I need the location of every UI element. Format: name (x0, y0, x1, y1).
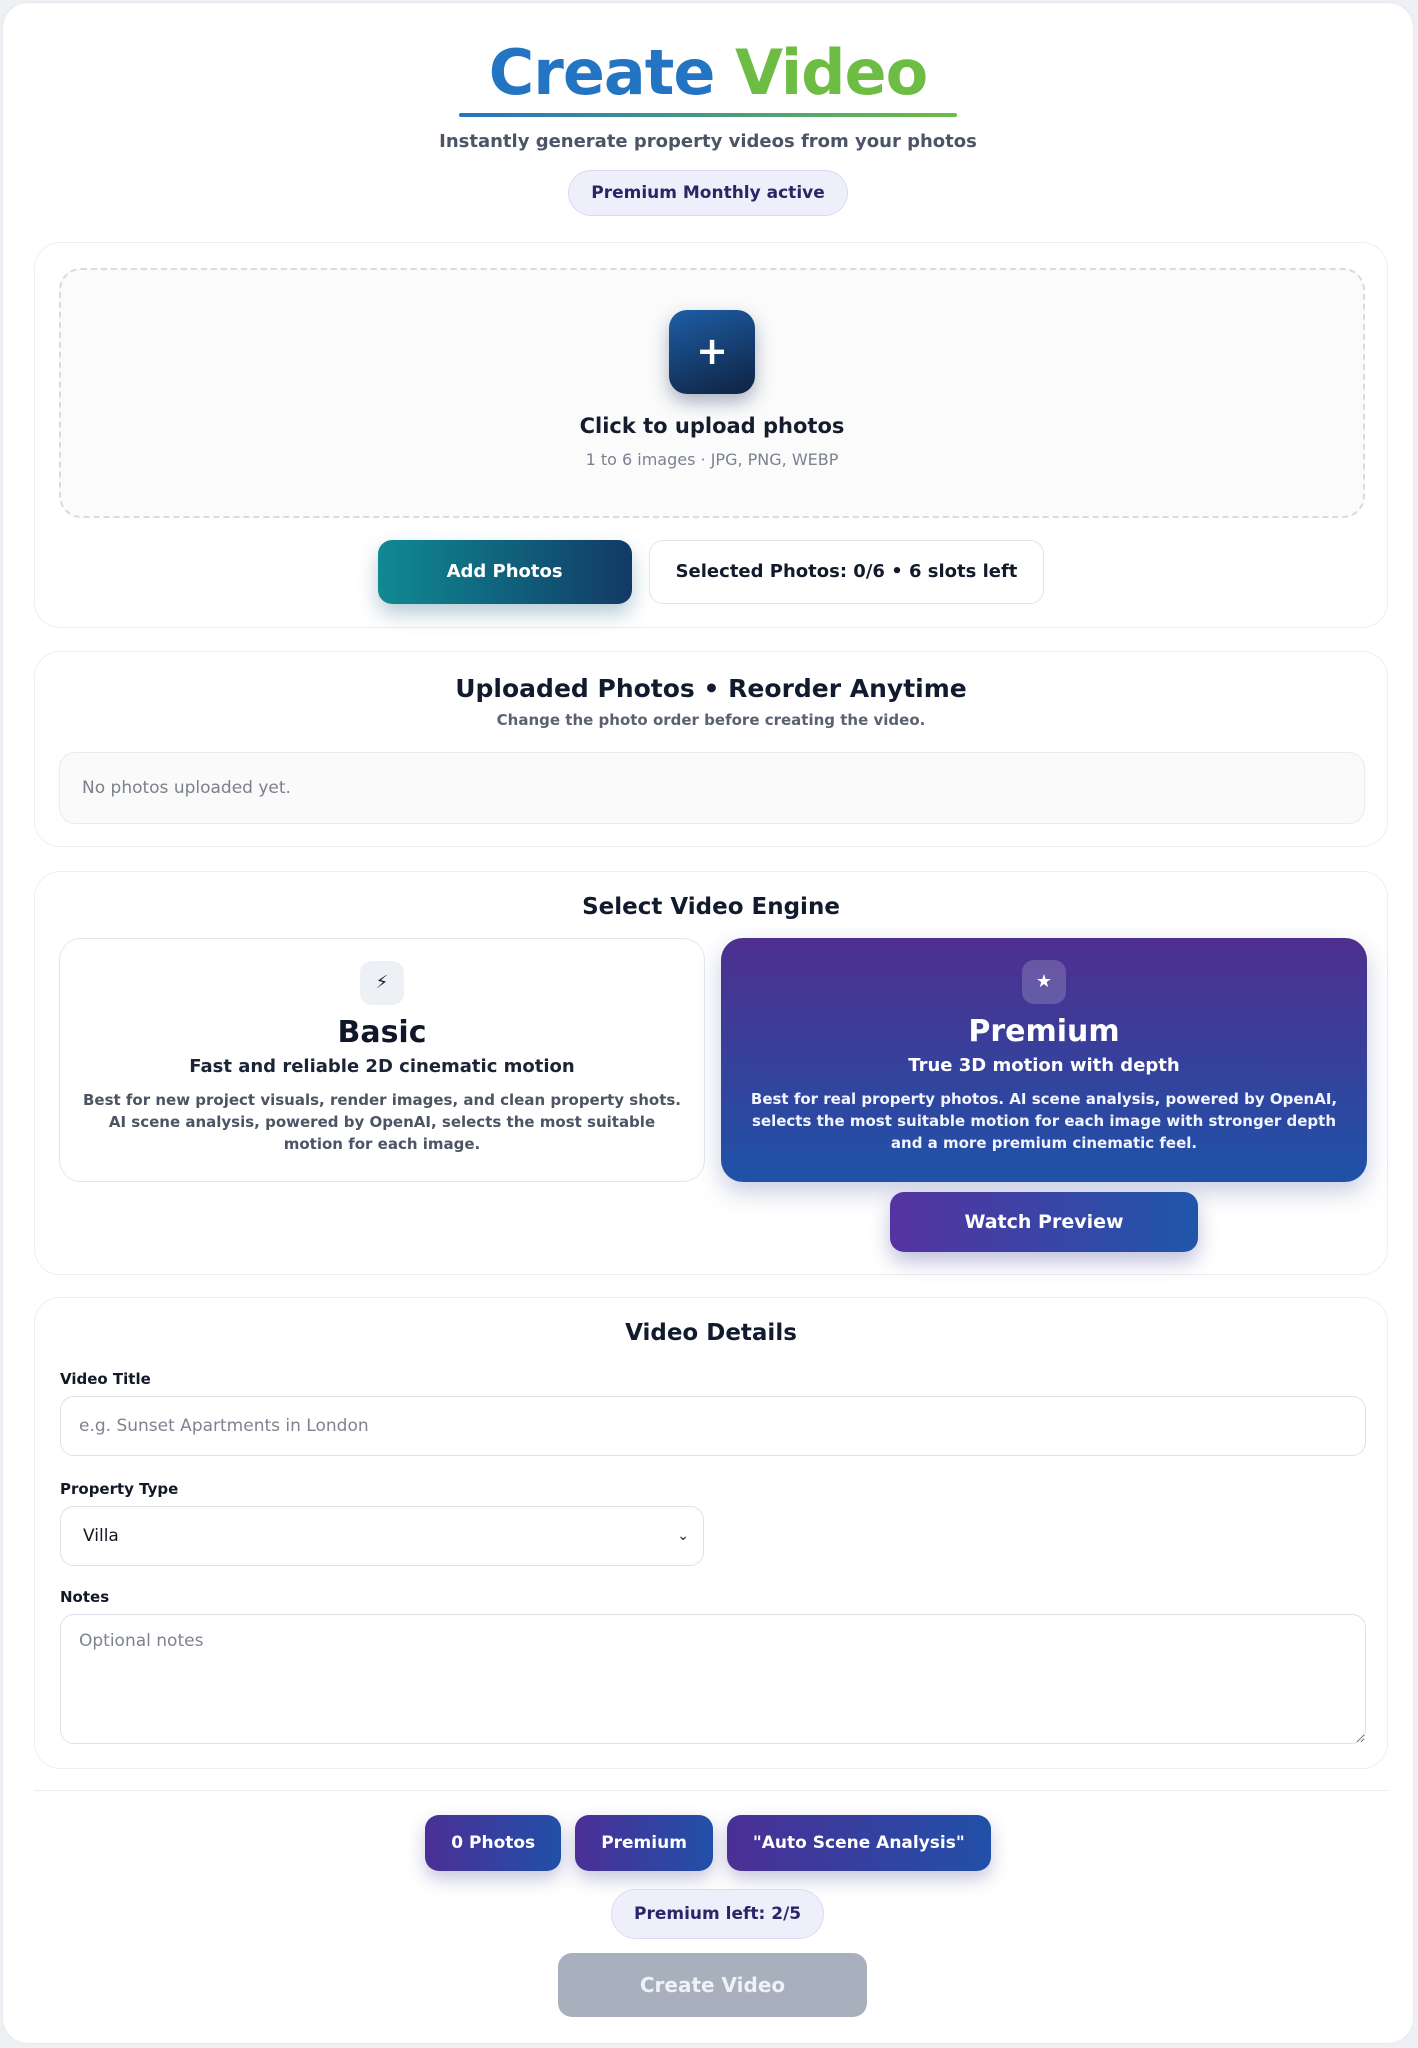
page-title-part2: Video (735, 36, 928, 109)
uploaded-photos-heading: Uploaded Photos • Reorder Anytime (455, 674, 967, 703)
details-heading: Video Details (625, 1320, 797, 1346)
engine-option-premium[interactable] (721, 938, 1367, 1182)
video-title-input[interactable] (60, 1396, 1366, 1456)
plan-status-badge: Premium Monthly active (568, 170, 848, 216)
property-type-value: Villa (83, 1526, 119, 1546)
selected-photos-status: Selected Photos: 0/6 • 6 slots left (649, 540, 1045, 604)
upload-actions (35, 540, 1387, 604)
photo-dropzone[interactable] (59, 268, 1365, 518)
uploaded-photos-subheading: Change the photo order before creating the video. (496, 711, 926, 729)
engine-chip: Premium (575, 1815, 713, 1871)
page-title (489, 35, 927, 111)
engine-option-basic[interactable] (59, 938, 705, 1182)
section-divider (34, 1790, 1388, 1791)
dropzone-title: Click to upload photos (579, 414, 845, 438)
engine-description: Best for real property photos. AI scene analysis, powered by OpenAI, selects the most suitable motion for each image with stronger depth and a more premium cinematic feel. (750, 1090, 1338, 1152)
uploaded-photos-card (34, 651, 1388, 847)
star-icon: ★ (1022, 960, 1066, 1004)
property-type-select[interactable] (60, 1506, 704, 1566)
video-title-label: Video Title (60, 1370, 151, 1388)
engine-heading: Select Video Engine (582, 894, 840, 920)
dropzone-hint: 1 to 6 images · JPG, PNG, WEBP (585, 450, 839, 469)
notes-label: Notes (60, 1588, 110, 1606)
page-subtitle: Instantly generate property videos from your photos (439, 131, 977, 152)
engine-name: Premium (968, 1014, 1120, 1049)
engine-description: Best for new project visuals, render images, and clean property shots. AI scene analysis, powered by OpenAI, selects the most suitable motion for each image. (82, 1091, 682, 1153)
photos-count-chip: 0 Photos (425, 1815, 561, 1871)
create-video-page (2, 2, 1414, 2044)
title-underline (459, 113, 957, 117)
engine-tagline: Fast and reliable 2D cinematic motion (189, 1056, 575, 1077)
create-video-button[interactable]: Create Video (558, 1953, 867, 2017)
premium-left-badge: Premium left: 2/5 (611, 1889, 824, 1939)
empty-photos-message: No photos uploaded yet. (59, 752, 1365, 824)
property-type-label: Property Type (60, 1480, 179, 1498)
page-title-part1: Create (488, 36, 715, 109)
bolt-icon: ⚡ (360, 961, 404, 1005)
video-details-card (34, 1297, 1388, 1769)
engine-name: Basic (337, 1015, 427, 1050)
engine-tagline: True 3D motion with depth (908, 1055, 1180, 1076)
add-photos-button[interactable]: Add Photos (378, 540, 632, 604)
scene-analysis-chip: "Auto Scene Analysis" (727, 1815, 991, 1871)
notes-textarea[interactable] (60, 1614, 1366, 1744)
plus-icon: + (669, 310, 755, 394)
watch-preview-button[interactable]: Watch Preview (890, 1192, 1198, 1252)
upload-card (34, 242, 1388, 628)
summary-chips (3, 1815, 1413, 1871)
page-header (3, 3, 1413, 216)
video-engine-card (34, 871, 1388, 1275)
chevron-down-icon: ⌄ (677, 1528, 689, 1544)
